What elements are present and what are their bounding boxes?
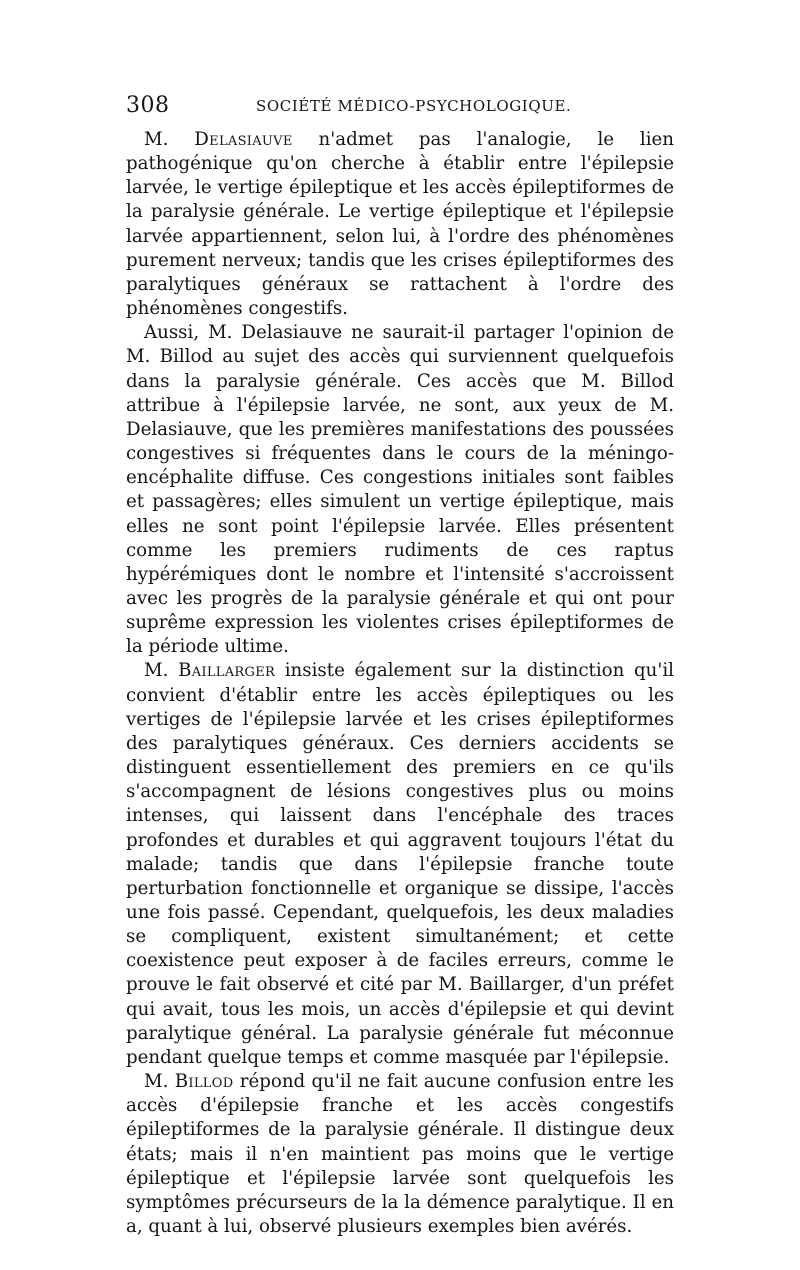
page-number: 308	[126, 93, 170, 118]
speaker-prefix: M.	[144, 129, 195, 150]
paragraph-text: n'admet pas l'analogie, le lien pathogénique qu'on cherche à établir entre l'épilepsie larvée, le vertige épileptique et les accès épileptiformes de la paralysie générale. Le vertige épileptique et l'épilepsie larvée appartiennent, selon lui, à l'ordre des phénomènes purement nerveux; tandis que les crises épileptiformes des paralytiques généraux se rattachent à l'ordre des phénomènes congestifs.	[126, 129, 675, 320]
paragraph-aussi	[126, 321, 674, 659]
speaker-name: Billod	[174, 1071, 234, 1093]
paragraph-text: Aussi, M. Delasiauve ne saurait-il partager l'opinion de M. Billod au sujet des accès qui surviennent quelquefois dans la paralysie générale. Ces accès que M. Billod attribue à l'épilepsie larvée, ne sont, aux yeux de M. Delasiauve, que les premières manifestations des poussées congestives si fréquentes dans le cours de la méningo-encéphalite diffuse. Ces congestions initiales sont faibles et passagères; elles simulent un vertige épileptique, mais elles ne sont point l'épilepsie larvée. Elles présentent comme les premiers rudiments de ces raptus hypérémiques dont le nombre et l'intensité s'accroissent avec les progrès de la paralysie générale et qui ont pour suprême expression les violentes crises épileptiformes de la période ultime.	[126, 322, 674, 658]
paragraph-text: insiste également sur la distinction qu'il convient d'établir entre les accès épileptiques ou les vertiges de l'épilepsie larvée et les crises épileptiformes des paralytiques généraux. Ces derniers accidents se distinguent essentiellement des premiers en ce qu'ils s'accompagnent de lésions congestives plus ou moins intenses, qui laissent dans l'encéphale des traces profondes et durables et qui aggravent toujours l'état du malade; tandis que dans l'épilepsie franche toute perturbation fonctionnelle et organique se dissipe, l'accès une fois passé. Cependant, quelquefois, les deux maladies se compliquent, existent simultanément; et cette coexistence peut exposer à de faciles erreurs, comme le prouve le fait observé et cité par M. Baillarger, d'un préfet qui avait, tous les mois, un accès d'épilepsie et qui devint paralytique général. La paralysie générale fut méconnue pendant quelque temps et comme masquée par l'épilepsie.	[126, 660, 675, 1068]
paragraph-billod	[126, 1070, 674, 1239]
page-header	[126, 90, 686, 122]
speaker-prefix: M.	[144, 1071, 175, 1093]
speaker-prefix: M.	[144, 660, 179, 682]
paragraph-baillarger	[126, 659, 674, 1070]
speaker-name: Delasiauve	[194, 129, 293, 150]
speaker-name: Baillarger	[178, 660, 276, 682]
paragraph-delasiauve	[126, 128, 674, 321]
paragraph-text: répond qu'il ne fait aucune confusion entre les accès d'épilepsie franche et les accès congestifs épileptiformes de la paralysie générale. Il distingue deux états; mais il n'en maintient pas moins que le vertige épileptique et l'épilepsie larvée sont quelquefois les symptômes précurseurs de la la démence paralytique. Il en a, quant à lui, observé plusieurs exemples bien avérés.	[126, 1071, 674, 1238]
body-text	[126, 128, 674, 1239]
running-head: SOCIÉTÉ MÉDICO-PSYCHOLOGIQUE.	[256, 97, 572, 115]
